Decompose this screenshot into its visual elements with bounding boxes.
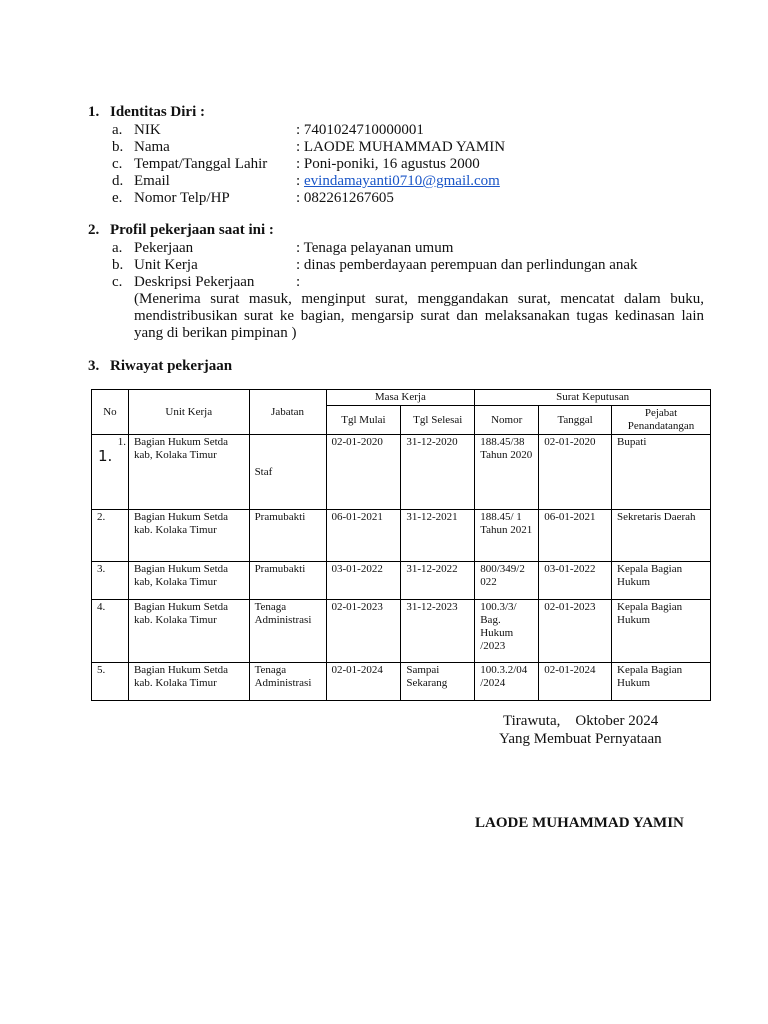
header-tgl-selesai: Tgl Selesai — [401, 406, 475, 435]
email-link[interactable]: evindamayanti0710@gmail.com — [304, 173, 500, 189]
cell-no-small: 1. — [117, 436, 126, 448]
cell-pejabat: Kepala Bagian Hukum — [612, 562, 711, 600]
cell-nomor: 800/349/2 022 — [475, 562, 539, 600]
signature-place-date: Tirawuta, Oktober 2024 — [503, 713, 659, 729]
cell-unit-kerja: Bagian Hukum Setda kab. Kolaka Timur — [128, 510, 249, 562]
header-pejabat: Pejabat Penandatangan — [612, 406, 711, 435]
cell-tgl-mulai: 02-01-2020 — [326, 435, 401, 510]
header-tanggal: Tanggal — [539, 406, 612, 435]
identity-row-nama — [0, 139, 768, 156]
section-3-number: 3. — [88, 358, 100, 374]
row-letter: b. — [112, 139, 124, 155]
table-row — [92, 510, 711, 562]
row-value: : Tenaga pelayanan umum — [296, 240, 454, 256]
cell-no: 3. — [92, 562, 129, 600]
cell-no: 5. — [92, 663, 129, 701]
cell-jabatan: Tenaga Administrasi — [249, 663, 326, 701]
cell-no: 2. — [92, 510, 129, 562]
row-label: Tempat/Tanggal Lahir — [134, 156, 268, 172]
cell-pejabat: Sekretaris Daerah — [612, 510, 711, 562]
cell-nomor: 188.45/ 1 Tahun 2021 — [475, 510, 539, 562]
table-row — [92, 435, 711, 510]
header-no: No — [92, 390, 129, 435]
work-history-table — [91, 389, 711, 701]
identity-row-nik — [0, 122, 768, 139]
header-jabatan: Jabatan — [249, 390, 326, 435]
header-surat-keputusan: Surat Keputusan — [475, 390, 711, 406]
cell-no — [92, 435, 129, 510]
row-label: Pekerjaan — [134, 240, 194, 256]
header-unit-kerja: Unit Kerja — [128, 390, 249, 435]
cell-pejabat: Kepala Bagian Hukum — [612, 600, 711, 663]
row-label: Nama — [134, 139, 170, 155]
cell-tgl-mulai: 06-01-2021 — [326, 510, 401, 562]
cell-tgl-mulai: 03-01-2022 — [326, 562, 401, 600]
cell-nomor: 188.45/38 Tahun 2020 — [475, 435, 539, 510]
cell-pejabat: Bupati — [612, 435, 711, 510]
job-description: (Menerima surat masuk, menginput surat, menggandakan surat, mencatat dalam buku, mendistribusikan surat ke bagian, mengarsip surat dan melaksanakan tugas kedinasan lain yang di berikan pimpinan ) — [134, 291, 704, 341]
header-nomor: Nomor — [475, 406, 539, 435]
row-letter: c. — [112, 156, 123, 172]
cell-tanggal: 02-01-2020 — [539, 435, 612, 510]
header-tgl-mulai: Tgl Mulai — [326, 406, 401, 435]
cell-tgl-selesai: 31-12-2023 — [401, 600, 475, 663]
cell-jabatan: Pramubakti — [249, 562, 326, 600]
section-1-title: Identitas Diri : — [110, 104, 205, 120]
signature-name: LAODE MUHAMMAD YAMIN — [475, 815, 684, 831]
cell-jabatan: Pramubakti — [249, 510, 326, 562]
row-label: NIK — [134, 122, 161, 138]
row-value: : Poni-poniki, 16 agustus 2000 — [296, 156, 480, 172]
section-3-title: Riwayat pekerjaan — [110, 358, 233, 374]
table-row — [92, 600, 711, 663]
cell-jabatan: Tenaga Administrasi — [249, 600, 326, 663]
row-letter: b. — [112, 257, 124, 273]
identity-row-phone — [0, 190, 768, 207]
row-letter: c. — [112, 274, 123, 290]
profile-row-pekerjaan — [0, 240, 768, 257]
row-label: Email — [134, 173, 170, 189]
row-colon: : — [296, 173, 301, 189]
cell-nomor: 100.3/3/ Bag. Hukum /2023 — [475, 600, 539, 663]
row-value: : 082261267605 — [296, 190, 394, 206]
cell-unit-kerja: Bagian Hukum Setda kab. Kolaka Timur — [128, 663, 249, 701]
cell-pejabat: Kepala Bagian Hukum — [612, 663, 711, 701]
cell-tgl-mulai: 02-01-2024 — [326, 663, 401, 701]
cell-no-large: 1. — [98, 447, 113, 465]
row-letter: a. — [112, 240, 123, 256]
profile-row-deskripsi — [0, 274, 768, 291]
section-2-title: Profil pekerjaan saat ini : — [110, 222, 274, 238]
cell-tgl-selesai: Sampai Sekarang — [401, 663, 475, 701]
profile-row-unit — [0, 257, 768, 274]
cell-unit-kerja: Bagian Hukum Setda kab, Kolaka Timur — [128, 562, 249, 600]
cell-tgl-selesai: 31-12-2022 — [401, 562, 475, 600]
row-letter: a. — [112, 122, 123, 138]
cell-tanggal: 02-01-2023 — [539, 600, 612, 663]
row-label: Nomor Telp/HP — [134, 190, 230, 206]
row-label: Deskripsi Pekerjaan — [134, 274, 255, 290]
row-value: : dinas pemberdayaan perempuan dan perlindungan anak — [296, 257, 638, 273]
cell-tanggal: 02-01-2024 — [539, 663, 612, 701]
identity-row-ttl — [0, 156, 768, 173]
cell-tanggal: 03-01-2022 — [539, 562, 612, 600]
table-row — [92, 562, 711, 600]
header-masa-kerja: Masa Kerja — [326, 390, 475, 406]
row-value: : LAODE MUHAMMAD YAMIN — [296, 139, 506, 155]
row-label: Unit Kerja — [134, 257, 198, 273]
row-value: : 7401024710000001 — [296, 122, 424, 138]
cell-tgl-mulai: 02-01-2023 — [326, 600, 401, 663]
cell-unit-kerja: Bagian Hukum Setda kab, Kolaka Timur — [128, 435, 249, 510]
cell-unit-kerja: Bagian Hukum Setda kab. Kolaka Timur — [128, 600, 249, 663]
cell-tgl-selesai: 31-12-2020 — [401, 435, 475, 510]
cell-nomor: 100.3.2/04 /2024 — [475, 663, 539, 701]
row-letter: d. — [112, 173, 124, 189]
identity-row-email — [0, 173, 768, 190]
table-row — [92, 663, 711, 701]
table-header-row — [92, 390, 711, 406]
cell-jabatan: Staf — [249, 435, 326, 510]
section-1-number: 1. — [88, 104, 100, 120]
row-value: : — [296, 274, 301, 290]
row-letter: e. — [112, 190, 123, 206]
cell-tanggal: 06-01-2021 — [539, 510, 612, 562]
cell-tgl-selesai: 31-12-2021 — [401, 510, 475, 562]
section-2-number: 2. — [88, 222, 100, 238]
cell-no: 4. — [92, 600, 129, 663]
signature-role: Yang Membuat Pernyataan — [499, 731, 662, 747]
